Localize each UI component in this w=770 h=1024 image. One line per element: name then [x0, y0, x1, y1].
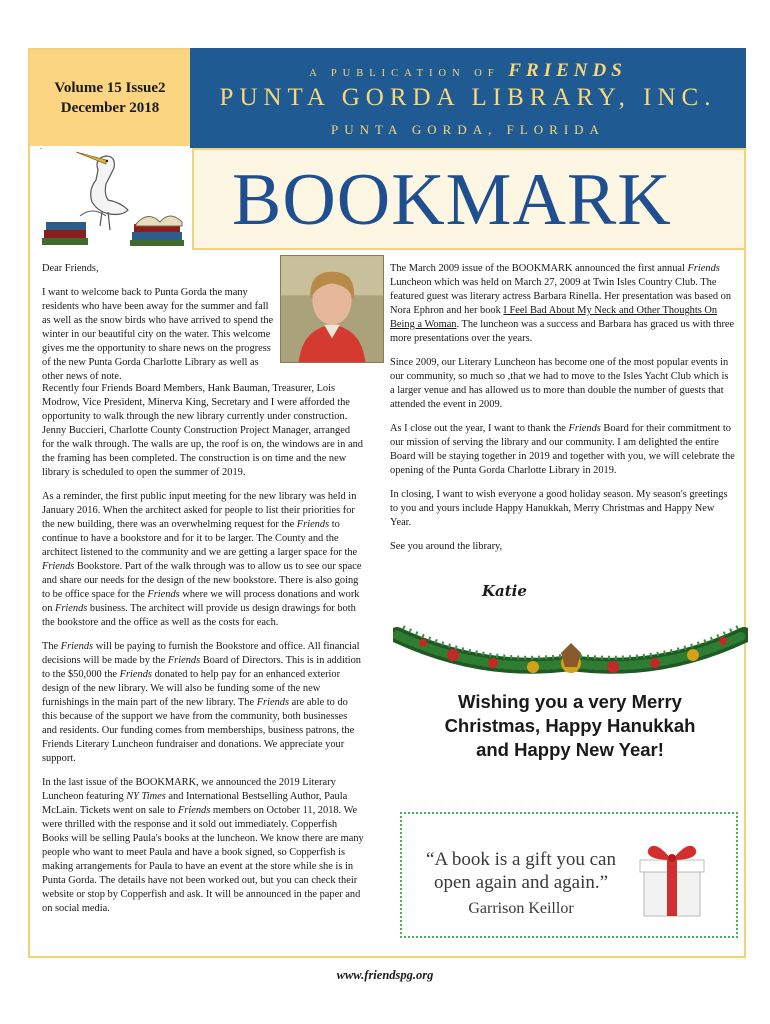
bookstore-paragraph: As a reminder, the first public input meeting for the new library was held in January 2016. When the architect asked for people to list their priorities for the new building, there was an overwhelming request for the Friends to continue to have a bookstore and for it to be larger. The County and the architect listened to the community and we are getting a larger space for the Friends Bookstore. Part of the walk through was to allow us to see our space and share our needs for the design of the new bookstore. There is also going to be office space for the Friends where we will process donations and work on Friends business. The architect will provide us design drawings for both the bookstore and the office as well as the costs for each. — [42, 491, 362, 628]
history-paragraph: The March 2009 issue of the BOOKMARK announced the first annual Friends Luncheon which was held on March 27, 2009 at Twin Isles Country Club. The featured guest was literary actress Barbara Rinella. Her presentation was based on Nora Ephron and her book I Feel Bad About My Neck and Other Thoughts On Being a Woman. The luncheon was a success and Barbara has graced us with three more presentations over the years. — [390, 263, 735, 344]
author-portrait — [280, 255, 384, 363]
thanks-paragraph: As I close out the year, I want to thank the Friends Board for their commitment to our mission of serving the library and our community. I am delighted the entire Board will be staying together in 2019 and together with you, we will celebrate the opening of the Punta Gorda Charlotte Library in 2019. — [390, 423, 735, 476]
masthead-title: BOOKMARK — [232, 159, 672, 241]
org-name: PUNTA GORDA LIBRARY, INC. — [219, 84, 717, 111]
holiday-garland-image — [393, 605, 748, 695]
issue-date: December 2018 — [60, 100, 160, 116]
volume-box — [30, 50, 190, 146]
walkthrough-paragraph: Recently four Friends Board Members, Hank Bauman, Treasurer, Lois Modrow, Vice President, Minerva King, Secretary and I were afforded the opportunity to walk through the new library currently under construction. Jenny Buccieri, Charlotte County Construction Project Manager, arranged for the walk through. The walls are up, the roof is on, the windows are in and the framing has been completed. The construction is on time and the new library is scheduled to open the summer of 2019. — [42, 383, 363, 478]
holiday-greeting: Wishing you a very Merry Christmas, Happy Hanukkah and Happy New Year! — [444, 691, 696, 760]
city-line: PUNTA GORDA, FLORIDA — [331, 122, 605, 137]
book-title-link: I Feel Bad About My Neck and Other Thoughts On Being a Woman — [390, 305, 718, 330]
sign-off: See you around the library, — [390, 541, 503, 552]
growth-paragraph: Since 2009, our Literary Luncheon has become one of the most popular events in our community, so much so ,that we had to move to the Isles Yacht Club which is a larger venue and has allowed us to more than double the number of guests that attended the event in 2009. — [390, 357, 729, 410]
gift-box-icon — [636, 834, 708, 920]
friends-wordmark: FRIENDS — [508, 60, 627, 81]
closing-paragraph: In closing, I want to wish everyone a good holiday season. My season's greetings to you and yours include Happy Hanukkah, Merry Christmas and Happy New Year. — [390, 489, 728, 528]
header-banner — [190, 48, 746, 148]
letter-right-column — [390, 262, 735, 564]
signature: Katie — [482, 582, 527, 600]
greeting: Dear Friends, — [42, 263, 99, 274]
quote-text: “A book is a gift you can open again and again.” — [426, 849, 616, 893]
funding-paragraph: The Friends will be paying to furnish the Bookstore and office. All financial decisions will be made by the Friends Board of Directors. This is in addition to the $50,000 the Friends donated to help pay for an enhanced exterior design of the new library. We will also be funding some of the new furnishings in the main part of the new library. The Friends are able to do this because of the support we have from the community, both businesses and residents. Our funding comes from memberships, business patrons, the Friends Literary Luncheon fundraiser and donations. We appreciate your support. — [42, 641, 361, 764]
luncheon-paragraph: In the last issue of the BOOKMARK, we announced the 2019 Literary Luncheon featuring NY Times and International Bestselling Author, Paula McLain. Tickets went on sale to Friends members on October 11, 2018. We were thrilled with the response and it sold out immediately. Copperfish Books will be selling Paula's books at the luncheon. We know there are many people who want to meet Paula and have a book signed, so Copperfish is making arrangements for Paula to have an event at the store while she is in Punta Gorda. The details have not been worked out, but you can check their website or stop by Copperfish and ask. It will be announced in the paper and on social media. — [42, 777, 364, 914]
publication-of-text: A PUBLICATION OF — [309, 68, 500, 79]
letter-intro — [42, 262, 274, 394]
stray-dot: . — [40, 142, 42, 151]
heron-books-logo — [36, 150, 188, 250]
footer-website-link[interactable]: www.friendspg.org — [336, 968, 434, 982]
quote-box — [400, 812, 738, 938]
quote-author: Garrison Keillor — [468, 900, 574, 917]
intro-paragraph: I want to welcome back to Punta Gorda the many residents who have been away for the summer and fall as well as the snow birds who have arrived to spend the winter in our beautiful city on the water. This welcome gives me the opportunity to share news on the progress of the new Punta Gorda Charlotte Library as well as other news of note. — [42, 287, 274, 382]
letter-left-column — [42, 382, 364, 926]
volume-label: Volume 15 Issue2 — [54, 80, 166, 96]
publication-line — [190, 60, 746, 82]
